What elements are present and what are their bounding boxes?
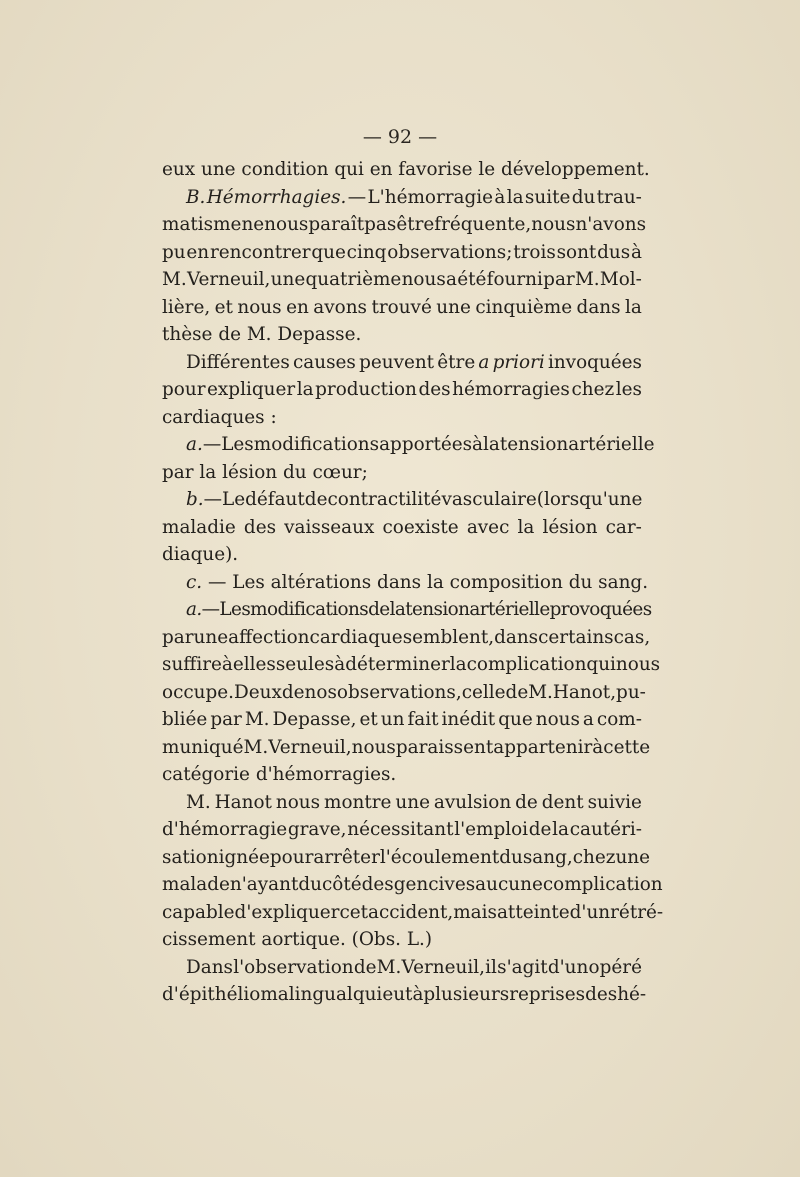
word: cinq: [346, 241, 387, 263]
word: la: [296, 379, 314, 400]
word: des: [361, 874, 394, 895]
text-line: [162, 156, 650, 184]
word: lière,: [162, 296, 211, 318]
word: chez: [571, 379, 615, 400]
word: cet: [339, 901, 369, 923]
word: fourni: [486, 269, 543, 290]
word: une: [270, 269, 306, 290]
word: provoquées: [549, 599, 652, 620]
text-line: [162, 514, 642, 542]
word: nous: [351, 736, 396, 758]
text-line: [162, 569, 649, 597]
word: certains: [538, 626, 614, 648]
word: lésion: [542, 516, 598, 538]
word: d'hémorragies.: [255, 764, 397, 785]
word: suite: [524, 186, 571, 208]
word: des: [243, 516, 277, 538]
word: com-: [596, 709, 642, 730]
word: n'avons: [575, 214, 647, 235]
word: la: [483, 434, 500, 455]
word: et: [359, 709, 378, 730]
word: gencives: [393, 874, 476, 895]
word: condition: [241, 159, 329, 180]
word: pu-: [616, 681, 646, 703]
text-line: [162, 954, 642, 982]
word: —: [203, 489, 223, 510]
word: catégorie: [162, 764, 250, 785]
word: cœur;: [312, 461, 368, 483]
word: nous: [264, 214, 309, 235]
word: composition: [449, 571, 563, 593]
word: une: [395, 791, 430, 813]
text-line: [162, 761, 642, 789]
word: production: [315, 379, 417, 400]
word: du: [568, 571, 593, 593]
word: dans: [377, 571, 422, 593]
word: coexiste: [382, 516, 459, 538]
word: bliée: [162, 709, 208, 730]
word: d'un: [547, 956, 589, 978]
word: aucune: [475, 874, 543, 895]
text-line: [162, 239, 642, 267]
word: lésion: [222, 461, 278, 483]
word: à: [630, 241, 642, 263]
word: en: [186, 241, 210, 263]
word: l'observation: [233, 956, 354, 978]
text-line: [162, 266, 642, 294]
word: lingual: [288, 984, 353, 1005]
text-line: [162, 844, 651, 872]
word: modifications: [253, 434, 380, 455]
word: cardiaque: [309, 626, 403, 648]
word: cardiaques: [162, 406, 265, 428]
word: M.: [162, 269, 187, 290]
word: thèse: [162, 324, 213, 345]
word: cautéri-: [569, 819, 642, 840]
word: la: [552, 819, 569, 840]
word: d'un: [569, 901, 611, 923]
word: affection: [228, 626, 310, 648]
word: complication: [466, 654, 587, 675]
word: invoquées: [547, 351, 642, 373]
word: la: [506, 186, 524, 208]
word: L.): [406, 929, 433, 950]
word: Les: [219, 599, 251, 620]
word: des: [585, 984, 618, 1005]
word: par: [210, 709, 242, 730]
word: défaut: [245, 489, 305, 510]
word: suivie: [587, 791, 642, 813]
word: Les: [221, 434, 254, 455]
body-text: [162, 156, 664, 1009]
word: altérations: [270, 571, 372, 593]
word: favorise: [398, 159, 473, 180]
word: aortique.: [261, 929, 346, 950]
text-line: [162, 404, 642, 432]
word: dans: [576, 296, 621, 318]
word: expliquer: [207, 379, 296, 400]
word: cette: [603, 736, 651, 758]
word: c.: [186, 571, 203, 593]
word: sont: [556, 241, 597, 263]
word: quatrième: [305, 269, 402, 290]
text-line: [162, 294, 642, 322]
text-line: [162, 596, 652, 624]
word: a.: [186, 434, 203, 455]
word: M.: [528, 681, 553, 703]
word: côté: [321, 874, 362, 895]
text-line: [162, 816, 642, 844]
word: Mol-: [599, 269, 642, 290]
word: —: [202, 434, 222, 455]
word: Dans: [186, 956, 233, 978]
word: malade: [162, 874, 230, 895]
word: atteinte: [496, 901, 570, 923]
word: observations;: [387, 241, 513, 263]
word: complication: [542, 874, 663, 895]
text-line: [162, 899, 664, 927]
word: qui: [334, 159, 364, 180]
word: trouvé: [371, 296, 432, 318]
word: muniqué: [162, 736, 244, 758]
word: de: [515, 791, 538, 813]
word: rencontrer: [209, 241, 311, 263]
word: à: [334, 654, 346, 675]
word: vasculaire: [441, 489, 537, 510]
word: à: [221, 654, 233, 675]
word: —: [347, 186, 367, 208]
word: Hémorrhagies.: [206, 186, 347, 208]
word: tension: [405, 599, 470, 620]
word: reprises: [509, 984, 586, 1005]
word: Hanot,: [552, 681, 617, 703]
word: vaisseaux: [284, 516, 375, 538]
word: pas: [364, 214, 397, 235]
word: à: [472, 434, 484, 455]
word: cas,: [613, 626, 651, 648]
word: il: [485, 956, 497, 978]
word: Deux: [234, 681, 282, 703]
word: par: [162, 626, 194, 648]
word: chez: [572, 846, 616, 868]
word: une: [615, 846, 651, 868]
word: b.: [186, 489, 204, 510]
text-line: [162, 486, 642, 514]
word: cissement: [162, 929, 256, 950]
word: de: [281, 681, 305, 703]
word: du: [571, 186, 596, 208]
word: apportées: [379, 434, 473, 455]
word: du: [499, 846, 523, 868]
page-number: — 92 —: [362, 126, 438, 148]
word: nous: [275, 791, 321, 813]
word: Verneuil,: [268, 736, 352, 758]
word: eux: [162, 159, 196, 180]
word: dus: [597, 241, 631, 263]
word: artérielle: [568, 434, 655, 455]
word: d'hémorragie: [162, 819, 288, 840]
word: un: [380, 709, 405, 730]
word: Les: [232, 571, 265, 593]
word: être: [396, 214, 435, 235]
word: peuvent: [359, 351, 435, 373]
word: rétré-: [610, 901, 664, 923]
word: a.: [186, 599, 202, 620]
word: Différentes: [186, 351, 290, 373]
word: d'épithélioma: [162, 984, 289, 1005]
word: pu: [162, 241, 186, 263]
word: pour: [269, 846, 314, 868]
word: hémorragies: [452, 379, 570, 400]
word: accident,: [368, 901, 454, 923]
word: inédit: [441, 709, 496, 730]
word: s'agit: [497, 956, 548, 978]
word: le: [478, 159, 496, 180]
word: par: [543, 269, 575, 290]
word: mais: [453, 901, 497, 923]
word: diaque).: [162, 544, 239, 565]
text-line: [162, 321, 642, 349]
text-line: [162, 211, 647, 239]
word: (lorsqu'une: [536, 489, 643, 510]
word: nous: [237, 296, 282, 318]
word: et: [214, 296, 233, 318]
text-line: [162, 541, 642, 569]
word: M.: [243, 736, 269, 758]
word: nous: [531, 214, 576, 235]
word: seules: [275, 654, 335, 675]
word: modifications: [250, 599, 369, 620]
word: M.: [574, 269, 600, 290]
word: nous: [615, 654, 661, 675]
word: sang.: [598, 571, 649, 593]
word: suffire: [162, 654, 222, 675]
word: cinquième: [475, 296, 573, 318]
word: de: [353, 956, 377, 978]
word: paraissent: [395, 736, 494, 758]
text-line: [162, 431, 655, 459]
word: (Obs.: [351, 929, 401, 950]
word: n'ayant: [229, 874, 299, 895]
word: :: [270, 406, 277, 428]
word: à: [494, 186, 506, 208]
word: —: [208, 571, 227, 593]
word: été: [457, 269, 487, 290]
word: la: [389, 599, 406, 620]
word: les: [615, 379, 642, 400]
word: en: [286, 296, 309, 318]
word: Verneuil,: [401, 956, 485, 978]
word: ignée: [218, 846, 270, 868]
word: une: [200, 159, 236, 180]
word: avec: [466, 516, 510, 538]
word: semblent,: [402, 626, 495, 648]
word: dent: [541, 791, 584, 813]
word: eut: [382, 984, 413, 1005]
word: trois: [513, 241, 556, 263]
word: que: [498, 709, 533, 730]
word: la: [625, 296, 642, 318]
text-line: [162, 706, 642, 734]
word: qui: [352, 984, 383, 1005]
text-line: [162, 459, 642, 487]
word: de: [218, 324, 241, 345]
word: fréquente,: [434, 214, 532, 235]
word: pour: [162, 379, 206, 400]
word: M.: [244, 709, 270, 730]
word: ne: [241, 214, 265, 235]
text-line: [162, 871, 663, 899]
word: en: [369, 159, 393, 180]
word: opéré: [588, 956, 642, 978]
word: Depasse.: [277, 324, 362, 345]
word: la: [449, 654, 467, 675]
word: qui: [586, 654, 616, 675]
word: trau-: [596, 186, 642, 208]
text-line: [162, 624, 651, 652]
text-line: [162, 789, 642, 817]
word: nos: [304, 681, 337, 703]
word: maladie: [162, 516, 236, 538]
word: capable: [162, 901, 235, 923]
word: elles: [232, 654, 276, 675]
word: hé-: [617, 984, 647, 1005]
word: nous: [535, 709, 580, 730]
word: Depasse,: [272, 709, 357, 730]
word: B.: [186, 186, 206, 208]
text-line: [162, 651, 661, 679]
word: par: [162, 461, 194, 483]
word: du: [298, 874, 322, 895]
word: une: [193, 626, 229, 648]
word: avons: [313, 296, 367, 318]
word: des: [418, 379, 451, 400]
word: dans: [494, 626, 539, 648]
word: être: [437, 351, 476, 373]
word: car-: [605, 516, 642, 538]
text-line: [162, 981, 647, 1009]
word: priori: [492, 351, 545, 373]
word: occupe.: [162, 681, 235, 703]
word: celle: [461, 681, 506, 703]
word: matisme: [162, 214, 242, 235]
word: déterminer: [345, 654, 450, 675]
word: la: [517, 516, 535, 538]
word: développement.: [501, 159, 650, 180]
word: paraît: [308, 214, 365, 235]
word: Verneuil,: [186, 269, 271, 290]
word: une: [436, 296, 471, 318]
word: contractilité: [327, 489, 442, 510]
word: sang,: [522, 846, 573, 868]
word: à: [412, 984, 424, 1005]
word: L'hémorragie: [367, 186, 494, 208]
word: nous: [401, 269, 446, 290]
word: l'emploi: [454, 819, 529, 840]
text-line: [162, 376, 642, 404]
word: plusieurs: [423, 984, 510, 1005]
word: avulsion: [433, 791, 512, 813]
text-line: [162, 679, 646, 707]
word: grave,: [287, 819, 347, 840]
word: M.: [186, 791, 211, 813]
word: M.: [246, 324, 272, 345]
word: d'expliquer: [234, 901, 340, 923]
text-line: [162, 926, 642, 954]
word: a: [582, 709, 594, 730]
word: a: [446, 269, 457, 290]
word: l'écoulement: [379, 846, 500, 868]
word: montre: [324, 791, 392, 813]
word: observations,: [336, 681, 462, 703]
word: —: [201, 599, 220, 620]
word: sation: [162, 846, 219, 868]
word: M.: [376, 956, 402, 978]
word: appartenir: [493, 736, 593, 758]
word: la: [199, 461, 217, 483]
word: Hanot: [214, 791, 272, 813]
word: artérielle: [469, 599, 550, 620]
word: du: [282, 461, 307, 483]
word: de: [368, 599, 390, 620]
word: de: [528, 819, 552, 840]
word: nécessitant: [347, 819, 454, 840]
word: causes: [293, 351, 356, 373]
word: que: [311, 241, 346, 263]
text-line: [162, 184, 642, 212]
word: de: [304, 489, 328, 510]
word: de: [505, 681, 529, 703]
word: Le: [222, 489, 246, 510]
word: tension: [499, 434, 569, 455]
text-line: [162, 734, 651, 762]
text-line: [162, 349, 642, 377]
word: arrêter: [313, 846, 380, 868]
word: fait: [407, 709, 439, 730]
word: la: [426, 571, 444, 593]
word: a: [478, 351, 490, 373]
word: à: [592, 736, 604, 758]
